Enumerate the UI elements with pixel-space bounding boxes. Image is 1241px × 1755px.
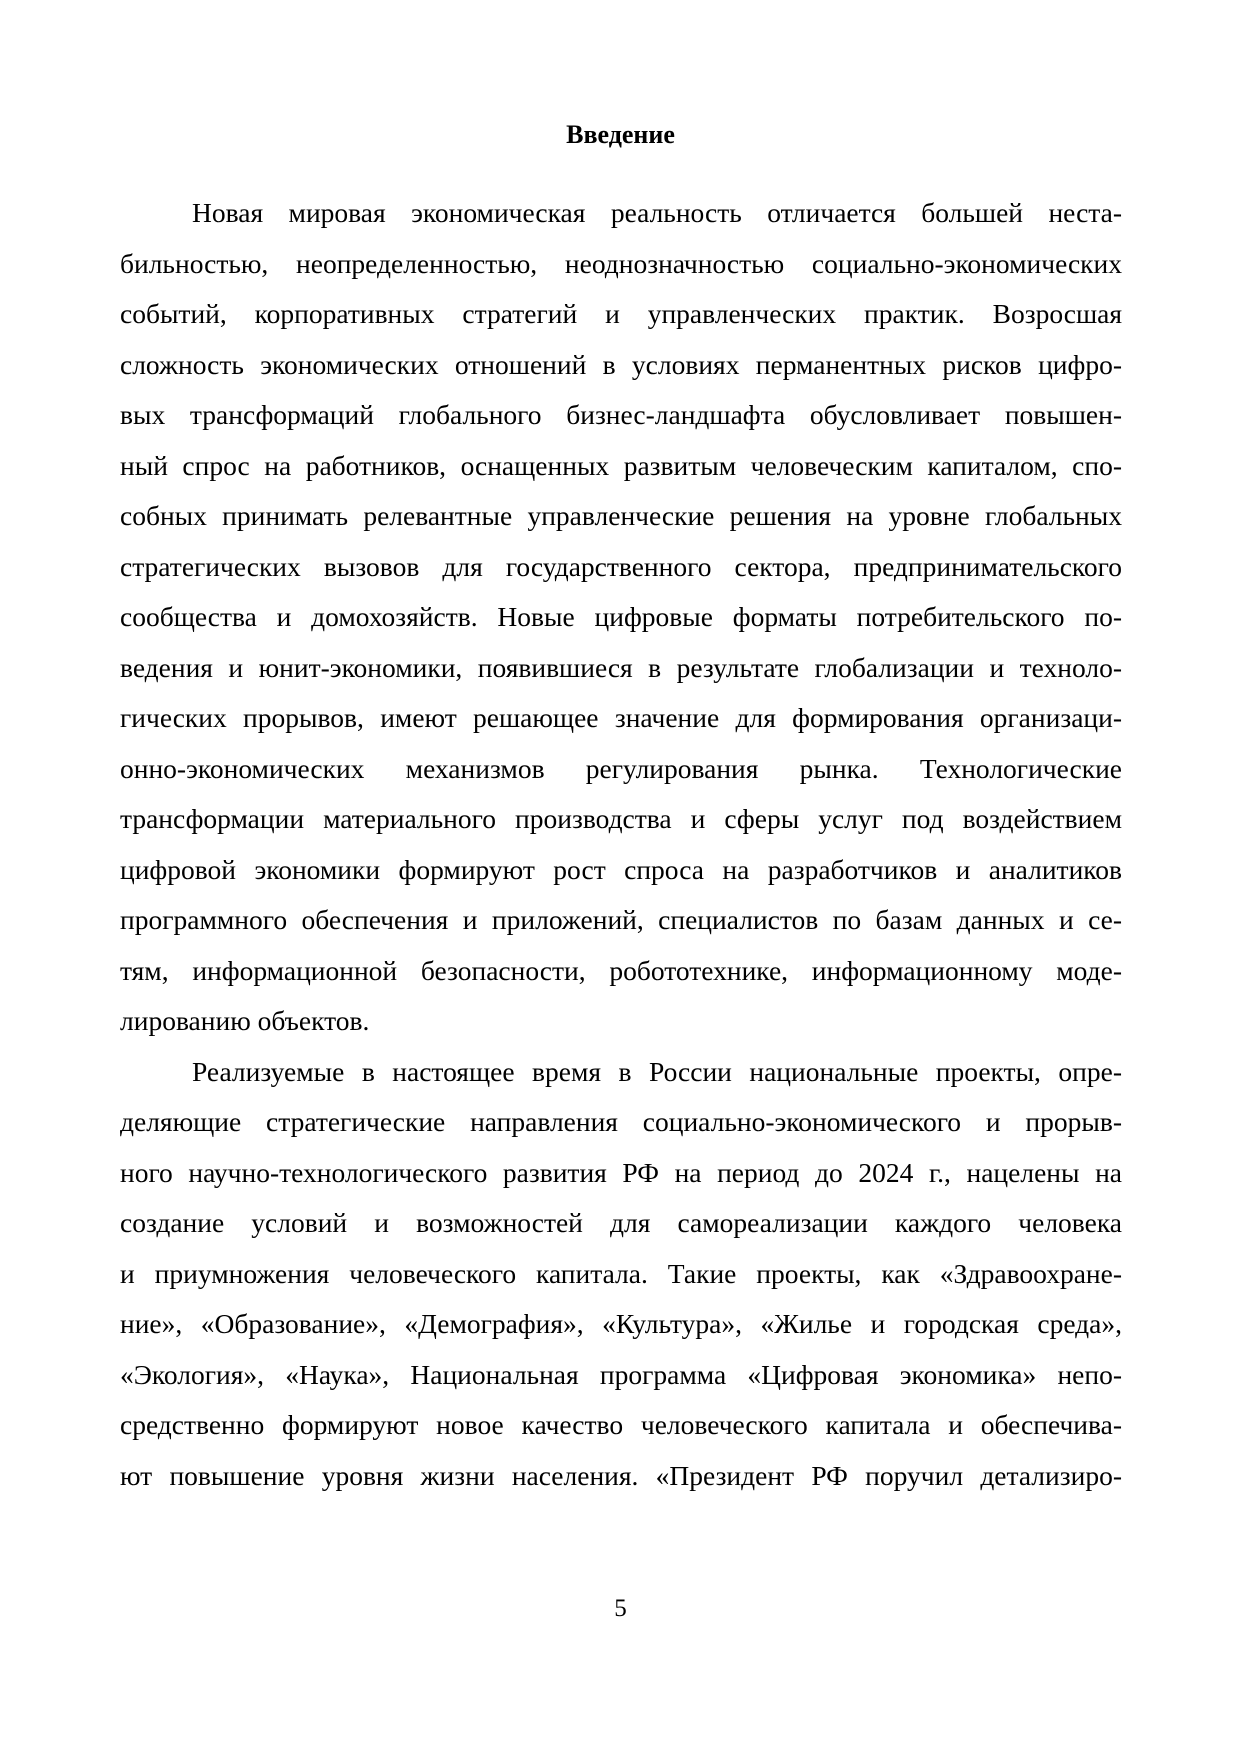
text-line: ный спрос на работников, оснащенных развитым человеческим капиталом, спо- bbox=[120, 449, 1122, 481]
text-line: программного обеспечения и приложений, специалистов по базам данных и се- bbox=[120, 904, 1122, 935]
text-line: бильностью, неопределенностью, неоднозначностью социально-экономических bbox=[120, 247, 1122, 279]
section-heading: Введение bbox=[566, 120, 675, 149]
text-line: ведения и юнит-экономики, появившиеся в результате глобализации и техноло- bbox=[120, 651, 1122, 683]
text-line: стратегических вызовов для государственного сектора, предпринимательского bbox=[120, 550, 1122, 582]
text-line: деляющие стратегические направления социально-экономического и прорыв- bbox=[120, 1106, 1122, 1137]
text-line: вых трансформаций глобального бизнес-ландшафта обусловливает повышен- bbox=[120, 399, 1122, 430]
text-line: сообщества и домохозяйств. Новые цифровые форматы потребительского по- bbox=[120, 601, 1122, 632]
text-line: Реализуемые в настоящее время в России национальные проекты, опре- bbox=[192, 1055, 1122, 1087]
page-number: 5 bbox=[614, 1595, 627, 1622]
text-line: Новая мировая экономическая реальность отличается большей неста- bbox=[192, 197, 1122, 228]
text-line: событий, корпоративных стратегий и управленческих практик. Возросшая bbox=[120, 298, 1122, 329]
text-line: цифровой экономики формируют рост спроса на разработчиков и аналитиков bbox=[120, 853, 1122, 885]
text-line: собных принимать релевантные управленческие решения на уровне глобальных bbox=[120, 500, 1122, 531]
text-line: лированию объектов. bbox=[120, 1005, 370, 1036]
text-line: ние», «Образование», «Демография», «Культура», «Жилье и городская среда», bbox=[120, 1308, 1122, 1339]
text-line: и приумножения человеческого капитала. Такие проекты, как «Здравоохране- bbox=[120, 1257, 1122, 1289]
text-line: ют повышение уровня жизни населения. «Президент РФ поручил детализиро- bbox=[120, 1459, 1122, 1491]
text-line: сложность экономических отношений в условиях перманентных рисков цифро- bbox=[120, 348, 1122, 380]
text-line: «Экология», «Наука», Национальная программа «Цифровая экономика» непо- bbox=[120, 1358, 1122, 1390]
text-line: создание условий и возможностей для самореализации каждого человека bbox=[120, 1207, 1122, 1238]
text-line: трансформации материального производства и сферы услуг под воздействием bbox=[120, 803, 1122, 834]
text-line: гических прорывов, имеют решающее значение для формирования организаци- bbox=[120, 702, 1122, 733]
text-line: средственно формируют новое качество человеческого капитала и обеспечива- bbox=[120, 1409, 1122, 1440]
text-line: онно-экономических механизмов регулирования рынка. Технологические bbox=[120, 752, 1122, 784]
text-line: ного научно-технологического развития РФ на период до 2024 г., нацелены на bbox=[120, 1156, 1122, 1188]
text-line: тям, информационной безопасности, робототехнике, информационному моде- bbox=[120, 954, 1122, 986]
body-text bbox=[120, 188, 1122, 1501]
